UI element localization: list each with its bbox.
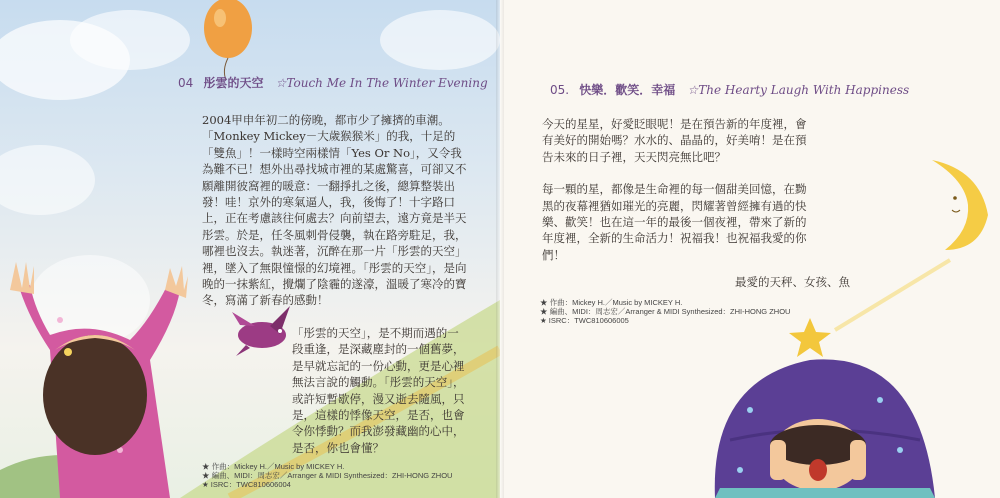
song-04-credits (202, 462, 452, 489)
song-05-credit-arranger: ★ 編曲、MIDI：周志宏／Arranger & MIDI Synthesized：ZHI-HONG ZHOU (540, 307, 791, 316)
song-05-paragraph-2: 每一顆的星，都像是生命裡的每一個甜美回憶，在黝黑的夜幕裡猶如璀光的亮麗，閃耀著曾經擁有過的快樂、歡笑！也在這一年的最後一個夜裡，帶來了新的年度裡，全新的生命活力！祝福我！也祝福我愛的你們！ (542, 182, 807, 262)
moon-icon (932, 160, 988, 250)
song-05-title-zh: 快樂．歡笑．幸福 (579, 83, 676, 97)
song-05-paragraph-1: 今天的星星，好愛眨眼呢！是在預告新的年度裡，會有美好的開始嗎？水水的、晶晶的，好美唷！是在預告未來的日子裡，天天閃亮無比吧？ (542, 117, 807, 164)
signature: 最愛的天秤、女孩、魚 (735, 275, 850, 289)
song-05-text (542, 116, 810, 279)
song-04-title-en: ☆Touch Me In The Winter Evening (275, 76, 488, 90)
song-05-heading (550, 81, 909, 98)
song-04-paragraph-2: 「彤雲的天空」，是不期而遇的一段重逢，是深藏塵封的一個舊夢，是早就忘記的一份心動，更是心裡無法言說的觸動。「彤雲的天空」，或許短暫歇停，漫又逝去隨風，只是，這樣的悸像天空，是否，也會令你悸動？而我澎發藏幽的心中，是否，你也會懂？ (292, 325, 465, 455)
song-04-title-zh: 彤雲的天空 (203, 76, 264, 90)
song-04-number: 04 (178, 76, 194, 90)
song-04-paragraph-1: 2004甲申年初二的傍晚，都市少了擁擠的車潮。「Monkey Mickey－大歲猴猴米」的我，十足的「雙魚」！一樣時空兩樣情「Yes Or No」，又令我為難不已！想外出尋找城市裡的某處驚喜，可卻又不願離開彼窩裡的暖意：一翻掙扎之後，總算整裝出發！哇！京外的寒氣逼人，我，後悔了！十字路口上，正在考慮該往何處去？向前望去，遠方竟是半天彤雲。於是，任冬風刺骨侵襲，執在路旁駐足，我，哪裡也沒去。執迷著，沉醉在那一片「彤雲的天空」裡，墜入了無限憧憬的幻境裡。「彤雲的天空」，是向晚的一抹紫紅，攪爛了陰霾的遂濠，溫暖了寒冷的寶冬，寫滿了新春的感動！ (202, 113, 467, 308)
song-05-credit-isrc: ★ ISRC：TWC810606005 (540, 316, 629, 325)
song-05-credit-composer: ★ 作曲：Mickey H.／Music by MICKEY H. (540, 298, 683, 307)
child-under-blanket-illustration (715, 359, 935, 498)
song-05-credits (540, 298, 790, 325)
song-04-credit-composer: ★ 作曲：Mickey H.／Music by MICKEY H. (202, 462, 345, 471)
balloon-icon (204, 0, 252, 80)
song-05-number: 05. (550, 83, 570, 97)
right-page (500, 0, 1000, 498)
book-spine (496, 0, 504, 498)
song-04-heading (178, 74, 488, 91)
song-04-credit-arranger: ★ 編曲、MIDI：周志宏／Arranger & MIDI Synthesized：ZHI-HONG ZHOU (202, 471, 453, 480)
song-04-credit-isrc: ★ ISRC：TWC810606004 (202, 480, 291, 489)
song-05-title-en: ☆The Hearty Laugh With Happiness (687, 83, 910, 97)
song-04-text (202, 112, 470, 472)
